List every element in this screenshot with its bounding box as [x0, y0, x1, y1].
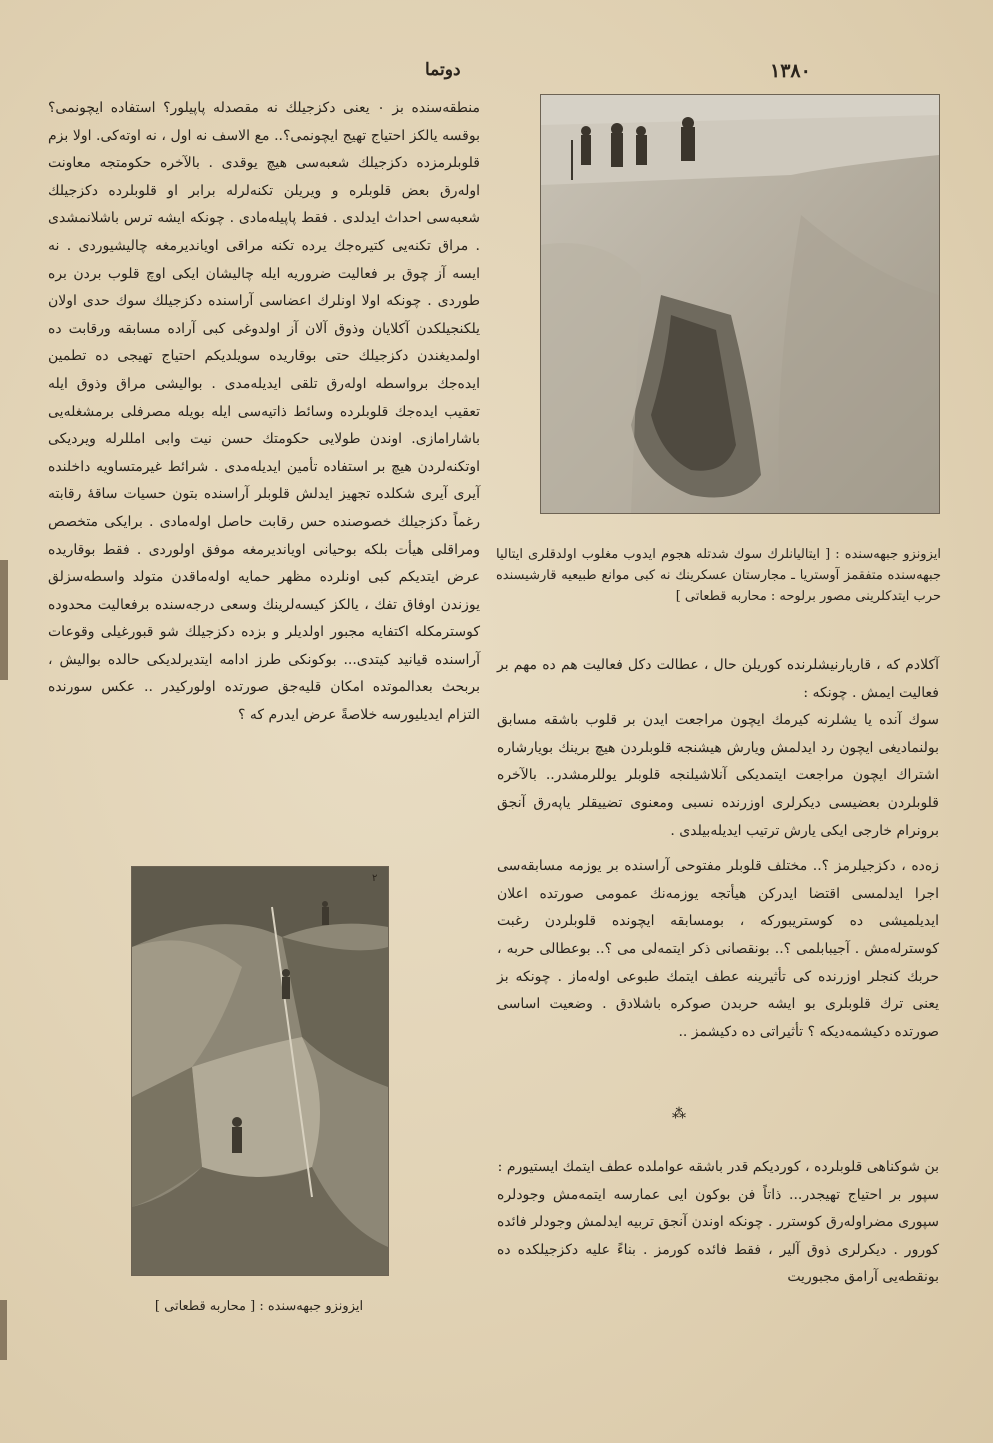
running-header: دوتما: [425, 60, 461, 80]
top-photo: [540, 94, 940, 514]
right-column-text-bottom: [497, 1154, 939, 1292]
right-paragraph-2: سوك آنده يا يشلرنه كيرمك ايچون مراجعت ايدن بر قلوب باشقه مسابق بولنماديغى ايچون رد ايدلمش ويارش هيشنجه قلوبلردن هيچ برينك بويارشاره اشتراك ايچون مراجعت ايتمديكى آنلاشيلنجه قلوبلر يوللرمشدر.. بالآخره قلوبلردن بعضيسى ديكرلرى اوزرنده نسبى ومعنوى تضييقلر ياپه‌رق آنجق برونرام خارجى ايكى يارش ترتيب ايديله‌بيلدى .: [497, 712, 939, 839]
photo-plate-number: ٢: [372, 873, 378, 884]
bottom-photo: [131, 866, 389, 1276]
left-column-paragraph: منطقه‌سنده بز ٠ يعنى دكزجيلك نه مقصدله پاپيلور؟ استفاده ايچونمى؟ بوقسه يالكز احتياج تهيج ايچونمى؟.. مع الاسف نه اول ، نه اوته‌كى. اولا بزم قلوبلرمزده دكزجيلك شعبه‌سى هيچ يوقدى . بالآخره حكومتجه معاونت اوله‌رق بعض قلوبلره و ويريلن تكنه‌لرله برابر او قلوبلرده دكزجيلك شعبه‌سى احداث ايدلدى . فقط پاپيله‌مادى . چونكه ايشه ترس باشلانمشدى . مراق تكنه‌يى كتيره‌جك يرده تكنه مراقى اويانديرمغه چاليشيوردى . نه ايسه آز چوق بر فعاليت ضروريه ايله چاليشان ايكى اوچ قلوب بردن بره طوردى . چونكه اولا اونلرك اعضاسى آراسنده دكزجيلك سوك حدى اولان يلكنجيلكدن آكلايان وذوق آلان آز اولدوغى كبى آراده مسابقه ورقابت ده اولمديغندن دكزجيلك حتى بوقاريده سويلديكم احتياج تهيجى ده تطمين ايده‌جك برواسطه اوله‌رق تلقى ايديله‌مدى . بواليشى مراق وذوق ايله تعقيب ايده‌جك قلوبلرده وسائط ذاتيه‌سى ايله بويله مصرفلى برمشغله‌يى باشارامازى. اوندن طولايى حكومتك حسن نيت وابى امللرله ويرديكى اوتكنه‌لردن هيچ بر استفاده تأمين ايديله‌مدى . شرائط غيرمتساويه داخلنده آيرى آيرى شكلده تجهيز ايدلش قلوبلر آراسنده بتون حسيات ساقهٔ رقابته رغماً دكزجيلك خصوصنده حس رقابت حاصل اوله‌مادى . برايكى متخصص ومراقلى هيأت بلكه بوحيانى اويانديرمغه موفق اولوردى . فقط بوقاريده عرض ايتديكم كبى اونلرده مظهر حمايه اوله‌ماقدن متولد واسطه‌سزلق يوزندن اوفاق تفك ، يالكز كيسه‌لرينك وسعى درجه‌سنده برفعاليت محدوده كوسترمكله اكتفايه مجبور اولديلر و بزده دكزجيلك شو قبورغيلى وقوعات آراسنده قيانيد كيتدى... بوكونكى طرز ادامه ايتديرلديكى حالده بواليش ، بربحث بعدالموتده امكان قليه‌جق صورتده اولوركيدر .. عكس سورنده التزام ايديليورسه خلاصةً عرض ايدرم كه ؟: [48, 100, 481, 724]
page-number: ١٣٨٠: [770, 60, 811, 82]
right-paragraph-1: آكلادم كه ، قاريارنيشلرنده كوريلن حال ، عطالت دكل فعاليت هم ده مهم بر فعاليت ايمش . چونكه :: [497, 657, 939, 701]
right-paragraph-4: بن شوكناهى قلوبلرده ، كورديكم قدر باشقه عواملده عطف ايتمك ايستيورم :: [497, 1159, 939, 1175]
right-paragraph-5: سپور بر احتياج تهيجدر... ذاتاً فن بوكون ايى عمارسه ايتمه‌مش وجودلره سپورى مضراوله‌رق كوسترر . چونكه اوندن آنجق تربيه ايدلمش وجودلر فائده كورور . ديكرلرى ذوق آلير ، فقط فائده كورمز . بناءً عليه دكزجيلكده ده بونقطه‌يى آرامق مجبوريت: [497, 1186, 939, 1286]
snow-trench-photo-illustration: [541, 95, 939, 513]
left-column-text: [48, 95, 480, 730]
right-column-text: [497, 652, 939, 1046]
binding-edge: [0, 1300, 7, 1360]
bottom-photo-caption: ايزونزو جبهه‌سنده : [ محاربه قطعاتى ]: [154, 1299, 364, 1314]
section-separator: ⁂: [672, 1106, 688, 1122]
rocky-slope-photo-illustration: [132, 867, 388, 1275]
binding-edge: [0, 560, 8, 680]
right-paragraph-3: زه‌ده ، دكزجيلرمز ؟.. مختلف قلوبلر مفتوحى آراسنده بر يوزمه مسابقه‌سى اجرا ايدلمسى اقتضا ايدركن هيأتجه يوزمه‌نك عمومى صورتده اعلان ايديلميشى ده كوستريبوركه ، بومسابقه ايچونده قلوبلردن رغبت كوسترله‌مش . آجيبابلمى ؟.. بونقصانى ذكر ايتمه‌لى مى ؟.. بوعطالى حربه ، حربك كنجلر اوزرنده كى تأثيرينه عطف ايتمك طبوعى اوله‌ماز . چونكه بز يعنى ترك قلوبلرى بو ايشه حربدن صوكره باشلادق . وضعيت اساسى صورتده دكيشمه‌ديكه ؟ تأثيراتى ده دكيشمز ..: [497, 858, 939, 1040]
top-photo-caption: ايزونزو جبهه‌سنده : [ ايتاليانلرك سوك شدتله هجوم ايدوب مغلوب اولدقلرى ايتاليا جبهه‌سنده متفقمز آوستريا ـ مجارستان عسكرينك نه كبى موانع طبيعيه قارشيسنده حرب ايتدكلرينى مصور برلوحه : محاربه قطعاتى ]: [496, 547, 941, 604]
